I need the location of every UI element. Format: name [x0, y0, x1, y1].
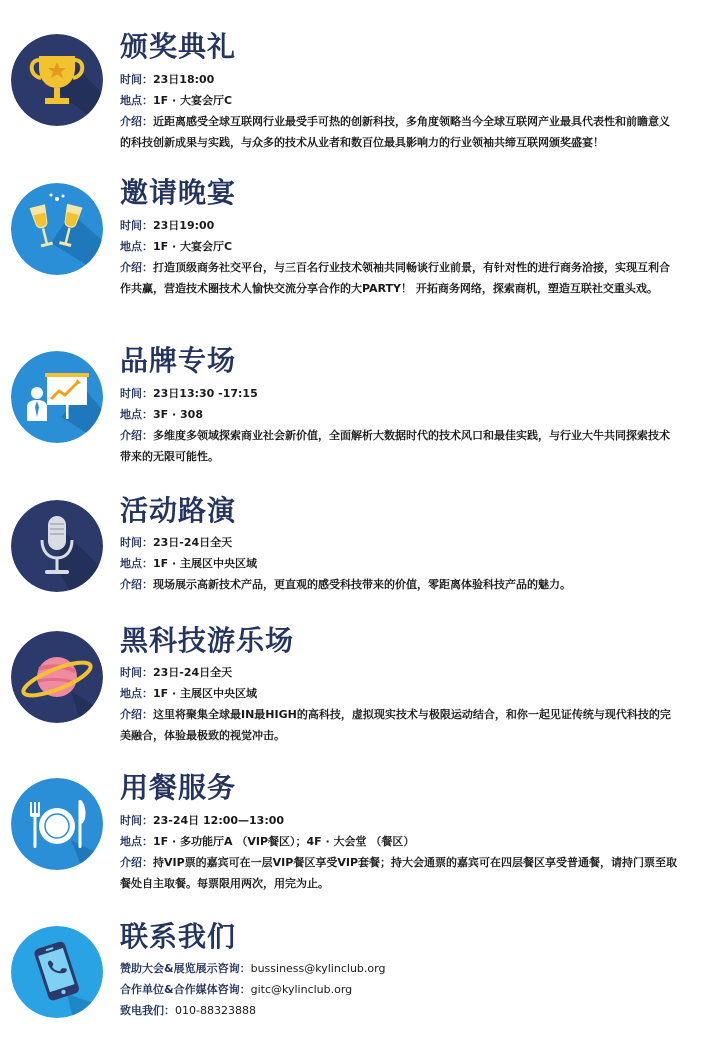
- intro-row: 介绍：这里将聚集全球最IN最HIGH的高科技，虚拟现实技术与极限运动结合，和你一起见证传统与现代科技的完美融合，体验最极致的视觉冲击。: [120, 708, 671, 742]
- place-row: 地点：1F · 主展区中央区域: [120, 557, 258, 570]
- section-title: 品牌专场: [120, 344, 237, 377]
- section-title: 用餐服务: [120, 771, 237, 804]
- time-row: 时间：23日19:00: [120, 219, 215, 232]
- time-row: 时间：23-24日 12:00—13:00: [120, 814, 285, 827]
- partner-email-link[interactable]: gitc@kylinclub.org: [250, 983, 353, 996]
- microphone-icon: [11, 500, 103, 592]
- fork-knife-plate-icon: [11, 778, 103, 870]
- place-row: 地点：1F · 多功能厅A （VIP餐区）；4F · 大会堂 （餐区）: [120, 835, 415, 848]
- intro-row: 介绍：打造顶级商务社交平台，与三百名行业技术领袖共同畅谈行业前景，有针对性的进行商务洽接，实现互利合作共赢，营造技术圈技术人愉快交流分享合作的大PARTY！ 开拓商务网络，探索商机，塑造互联社交重头戏。: [120, 261, 670, 295]
- place-row: 地点：1F · 主展区中央区域: [120, 687, 258, 700]
- time-row: 时间：23日-24日全天: [120, 536, 233, 549]
- planet-icon: [11, 631, 103, 723]
- phone-number[interactable]: 010-88323888: [175, 1004, 256, 1017]
- intro-row: 介绍：现场展示高新技术产品，更直观的感受科技带来的价值，零距离体验科技产品的魅力。: [120, 578, 571, 591]
- place-row: 地点：1F · 大宴会厅C: [120, 240, 233, 253]
- presentation-board-icon: [11, 351, 103, 443]
- time-row: 时间：23日18:00: [120, 73, 215, 86]
- section-title: 颁奖典礼: [120, 30, 237, 63]
- section-title: 联系我们: [120, 920, 237, 953]
- sponsor-email-link[interactable]: bussiness@kylinclub.org: [250, 962, 386, 975]
- sponsor-contact-row: 赞助大会&展览展示咨询：bussiness@kylinclub.org: [120, 962, 386, 975]
- phone-icon: [11, 926, 103, 1018]
- champagne-glasses-icon: [11, 183, 103, 275]
- section-title: 邀请晚宴: [120, 176, 237, 209]
- section-title: 活动路演: [120, 494, 237, 527]
- section-title: 黑科技游乐场: [120, 624, 295, 657]
- place-row: 地点：3F · 308: [120, 408, 203, 421]
- partner-contact-row: 合作单位&合作媒体咨询：gitc@kylinclub.org: [120, 983, 353, 996]
- place-row: 地点：1F · 大宴会厅C: [120, 94, 233, 107]
- intro-row: 介绍：近距离感受全球互联网行业最受手可热的创新科技，多角度领略当今全球互联网产业最具代表性和前瞻意义的科技创新成果与实践，与众多的技术从业者和数百位最具影响力的行业领袖共缔互联网颁奖盛宴！: [120, 115, 670, 149]
- time-row: 时间：23日-24日全天: [120, 666, 233, 679]
- intro-row: 介绍：多维度多领域探索商业社会新价值，全面解析大数据时代的技术风口和最佳实践，与行业大牛共同探索技术带来的无限可能性。: [120, 429, 670, 463]
- intro-row: 介绍：持VIP票的嘉宾可在一层VIP餐区享受VIP套餐；持大会通票的嘉宾可在四层餐区享受普通餐，请持门票至取餐处自主取餐。每票限用两次，用完为止。: [120, 856, 678, 890]
- time-row: 时间：23日13:30 -17:15: [120, 387, 258, 400]
- call-row: 致电我们：010-88323888: [120, 1004, 256, 1017]
- trophy-icon: [11, 34, 103, 126]
